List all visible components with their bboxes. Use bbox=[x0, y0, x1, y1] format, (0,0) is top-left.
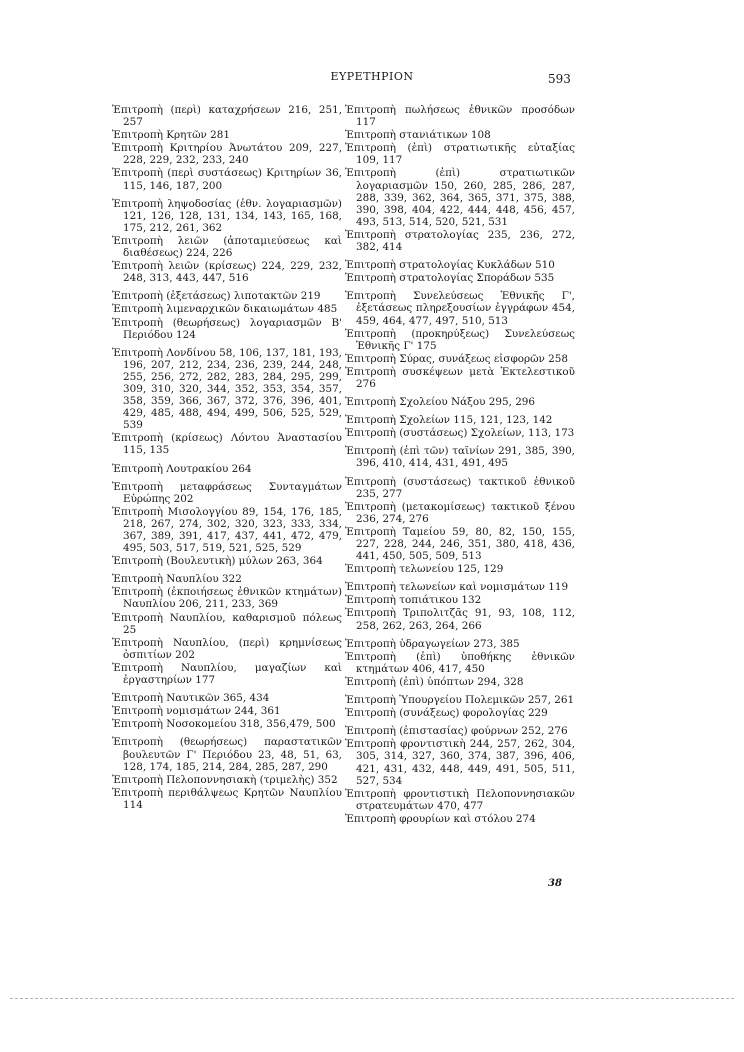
index-entry: Ἐπιτροπὴ (ἐπὶ) ὑποθήκης ἐθνικῶν κτημάτων 406, 417, 450 bbox=[345, 650, 575, 675]
index-entry: Ἐπιτροπὴ (περὶ συστάσεως) Κριτηρίων 36, 115, 146, 187, 200 bbox=[112, 167, 342, 192]
index-entry: Ἐπιτροπὴ (ἐπιστασίας) φούρνων 252, 276 bbox=[345, 725, 568, 738]
index-entry: Ἐπιτροπὴ Μισολογγίου 89, 154, 176, 185, 218, 267, 274, 302, 320, 323, 333, 334, 367, 389, 391, 417, 437, 441, 472, 479, 495, 503, 517, 519, 521, 525, 529 bbox=[112, 505, 342, 555]
index-entry: Ἐπιτροπὴ μεταφράσεως Συνταγμάτων Εὐρώπης 202 bbox=[112, 480, 342, 505]
index-entry: Ἐπιτροπὴ (ἐπὶ) στρατιωτικῆς εὐταξίας 109, 117 bbox=[345, 142, 575, 167]
index-entry: Ἐπιτροπὴ Λονδίνου 58, 106, 137, 181, 193, 196, 207, 212, 234, 236, 239, 244, 248, 255, 256, 272, 282, 283, 284, 295, 299, 309, 310, 320, 344, 352, 353, 354, 357, 358, 359, 366, 367, 372, 376, 396, 401, 429, 485, 488, 494, 499, 506, 525, 529, 539 bbox=[112, 346, 342, 432]
index-entry: Ἐπιτροπὴ (συστάσεως) Σχολείων, 113, 173 bbox=[345, 427, 575, 440]
index-entry: Ἐπιτροπὴ (συστάσεως) τακτικοῦ ἐθνικοῦ 235, 277 bbox=[345, 475, 575, 500]
index-entry: Ἐπιτροπὴ (συνάξεως) φορολογίας 229 bbox=[345, 707, 548, 720]
index-entry: Ἐπιτροπὴ τελωνείων καὶ νομισμάτων 119 bbox=[345, 581, 569, 594]
index-entry: Ἐπιτροπὴ Ταμείου 59, 80, 82, 150, 155, 227, 228, 244, 246, 351, 380, 418, 436, 441, 450, 505, 509, 513 bbox=[345, 525, 575, 563]
index-entry: Ἐπιτροπὴ (περὶ) καταχρήσεων 216, 251, 257 bbox=[112, 104, 342, 129]
index-entry: Ἐπιτροπὴ Νοσοκομείου 318, 356,479, 500 bbox=[112, 718, 336, 731]
page-number: 593 bbox=[548, 72, 571, 86]
index-entry: Ἐπιτροπὴ (προκηρύξεως) Συνελεύσεως Ἐθνικῆς Γ' 175 bbox=[345, 327, 575, 352]
printer-signature-mark: 38 bbox=[548, 878, 562, 889]
index-entry: Ἐπιτροπὴ (ἐπὶ) ὑπόπτων 294, 328 bbox=[345, 675, 524, 688]
index-entry: Ἐπιτροπὴ Ναυπλίου, μαγαζίων καὶ ἐργαστηρίων 177 bbox=[112, 661, 342, 687]
index-entry: Ἐπιτροπὴ στρατολογίας Σποράδων 535 bbox=[345, 272, 555, 285]
index-entry: Ἐπιτροπὴ φρουρίων καὶ στόλου 274 bbox=[345, 812, 536, 825]
index-entry: Ἐπιτροπὴ στανιάτικων 108 bbox=[345, 129, 491, 142]
index-entry: Ἐπιτροπὴ τοπιάτικου 132 bbox=[345, 594, 482, 607]
index-entry: Ἐπιτροπὴ Κριτηρίου Ἀνωτάτου 209, 227, 228, 229, 232, 233, 240 bbox=[112, 142, 342, 167]
index-entry: Ἐπιτροπὴ Ναυτικῶν 365, 434 bbox=[112, 692, 270, 705]
index-entry: Ἐπιτροπὴ ὑδραγωγείων 273, 385 bbox=[345, 637, 520, 650]
index-entry: Ἐπιτροπὴ Σύρας, συνάξεως εἰσφορῶν 258 bbox=[345, 352, 569, 365]
index-entry: Ἐπιτροπὴ περιθάλψεως Κρητῶν Ναυπλίου 114 bbox=[112, 786, 342, 811]
index-column-left bbox=[112, 104, 342, 812]
index-entry: Ἐπιτροπὴ Σχολείου Νάξου 295, 296 bbox=[345, 396, 536, 409]
index-entry: Ἐπιτροπὴ πωλήσεως ἐθνικῶν προσόδων 117 bbox=[345, 104, 575, 129]
index-entry: Ἐπιτροπὴ Πελοποννησιακὴ (τριμελὴς) 352 bbox=[112, 773, 338, 786]
index-entry: Ἐπιτροπὴ λειῶν (ἀποταμιεύσεως καὶ διαθέσεως) 224, 226 bbox=[112, 234, 342, 260]
index-entry: Ἐπιτροπὴ τελωνείου 125, 129 bbox=[345, 563, 504, 576]
index-entry: Ἐπιτροπὴ λειῶν (κρίσεως) 224, 229, 232, 248, 313, 443, 447, 516 bbox=[112, 260, 342, 285]
index-entry: Ἐπιτροπὴ (ἐξετάσεως) λιποτακτῶν 219 bbox=[112, 290, 321, 303]
index-entry: Ἐπιτροπὴ (ἐκποιήσεως ἐθνικῶν κτημάτων) Ναυπλίου 206, 211, 233, 369 bbox=[112, 586, 342, 611]
index-entry: Ἐπιτροπὴ ληψοδοσίας (ἐθν. λογαριασμῶν) 121, 126, 128, 131, 134, 143, 165, 168, 175, 212, 261, 362 bbox=[112, 197, 342, 234]
index-entry: Ἐπιτροπὴ συσκέψεων μετὰ Ἐκτελεστικοῦ 276 bbox=[345, 365, 575, 390]
index-entry: Ἐπιτροπὴ (μετακομίσεως) τακτικοῦ ξένου 236, 274, 276 bbox=[345, 500, 575, 525]
index-entry: Ἐπιτροπὴ (Βουλευτικὴ) μύλων 263, 364 bbox=[112, 555, 323, 568]
index-entry: Ἐπιτροπὴ στρατολογίας 235, 236, 272, 382, 414 bbox=[345, 228, 575, 254]
index-entry: Ἐπιτροπὴ (κρίσεως) Λόντου Ἀναστασίου 115, 135 bbox=[112, 432, 342, 457]
index-entry: Ἐπιτροπὴ (ἐπὶ τῶν) ταϊνίων 291, 385, 390, 396, 410, 414, 431, 491, 495 bbox=[345, 445, 575, 470]
index-entry: Ἐπιτροπὴ Ναυπλίου, (περὶ) κρημνίσεως ὀσπιτίων 202 bbox=[112, 636, 342, 661]
index-entry: Ἐπιτροπὴ Ὑπουργείου Πολεμικῶν 257, 261 bbox=[345, 694, 575, 707]
index-column-right bbox=[345, 104, 575, 826]
index-entry: Ἐπιτροπὴ (θεωρήσεως) παραστατικῶν βουλευτῶν Γ' Περιόδου 23, 48, 51, 63, 128, 174, 185, 214, 284, 285, 287, 290 bbox=[112, 736, 342, 773]
index-entry: Ἐπιτροπὴ Λουτρακίου 264 bbox=[112, 462, 252, 475]
index-entry: Ἐπιτροπὴ Συνελεύσεως Ἐθνικῆς Γ', ἐξετάσεως πληρεξουσίων ἐγγράφων 454, 459, 464, 477, 497, 510, 513 bbox=[345, 290, 575, 327]
index-entry: Ἐπιτροπὴ στρατολογίας Κυκλάδων 510 bbox=[345, 259, 555, 272]
index-entry: Ἐπιτροπὴ Ναυπλίου, καθαρισμοῦ πόλεως 25 bbox=[112, 611, 342, 636]
index-entry: Ἐπιτροπὴ Τριπολιτζᾶς 91, 93, 108, 112, 258, 262, 263, 264, 266 bbox=[345, 607, 575, 632]
scan-edge-line bbox=[10, 998, 734, 999]
index-entry: Ἐπιτροπὴ λιμεναρχικῶν δικαιωμάτων 485 bbox=[112, 303, 338, 316]
index-entry: Ἐπιτροπὴ (ἐπὶ) στρατιωτικῶν λογαριασμῶν 150, 260, 285, 286, 287, 288, 339, 362, 364, 365, 371, 375, 388, 390, 398, 404, 422, 444, 448, 456, 457, 493, 513, 514, 520, 521, 531 bbox=[345, 167, 575, 228]
index-entry: Ἐπιτροπὴ νομισμάτων 244, 361 bbox=[112, 705, 281, 718]
index-entry: Ἐπιτροπὴ φροντιστικὴ 244, 257, 262, 304, 305, 314, 327, 360, 374, 387, 396, 406, 421, 431, 432, 448, 449, 491, 505, 511, 527, 534 bbox=[345, 738, 575, 787]
index-entry: Ἐπιτροπὴ Ναυπλίου 322 bbox=[112, 573, 242, 586]
index-entry: Ἐπιτροπὴ (θεωρήσεως) λογαριασμῶν Β' Περιόδου 124 bbox=[112, 316, 342, 341]
index-entry: Ἐπιτροπὴ Σχολείων 115, 121, 123, 142 bbox=[345, 414, 553, 427]
index-entry: Ἐπιτροπὴ Κρητῶν 281 bbox=[112, 129, 231, 142]
running-header-title: ΕΥΡΕΤΗΡΙΟΝ bbox=[330, 70, 414, 83]
index-entry: Ἐπιτροπὴ φροντιστικὴ Πελοποννησιακῶν στρατευμάτων 470, 477 bbox=[345, 787, 575, 812]
